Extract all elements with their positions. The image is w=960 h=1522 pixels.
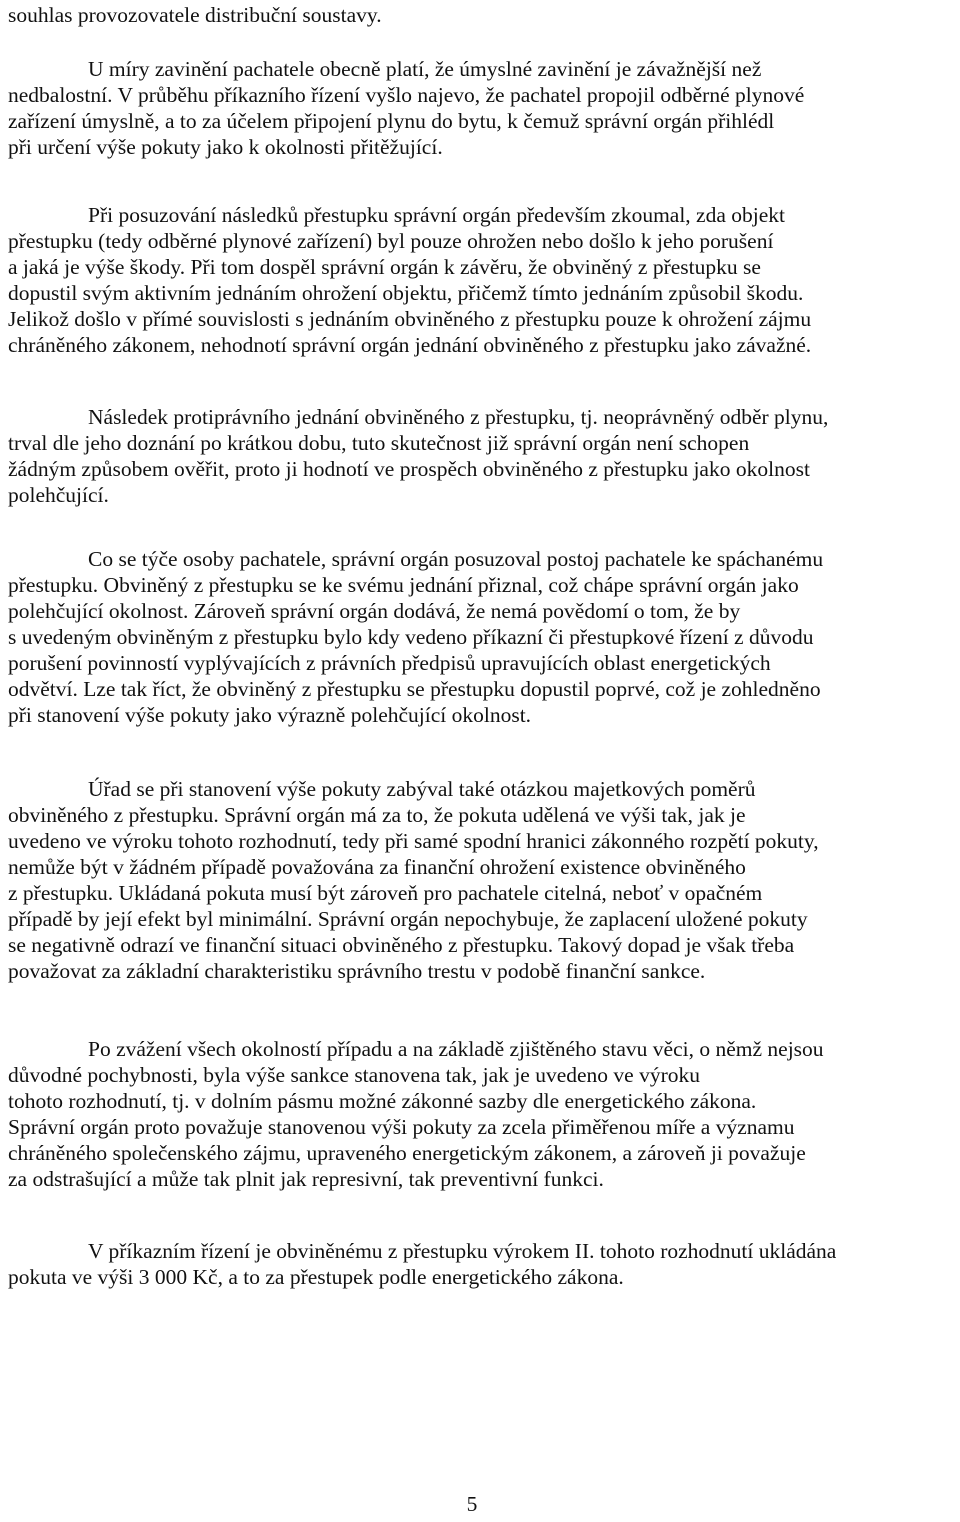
paragraph-5: [8, 776, 952, 984]
paragraph-line: V příkazním řízení je obviněnému z přestupku výrokem II. tohoto rozhodnutí ukládána: [88, 1239, 837, 1263]
paragraph-line: Jelikož došlo v přímé souvislosti s jednáním obviněného z přestupku pouze k ohrožení zájmu: [8, 307, 812, 331]
paragraph-line: považovat za základní charakteristiku správního trestu v podobě finanční sankce.: [8, 959, 706, 983]
paragraph-line: důvodné pochybnosti, byla výše sankce stanovena tak, jak je uvedeno ve výroku: [8, 1063, 700, 1087]
paragraph-line: a jaká je výše škody. Při tom dospěl správní orgán k závěru, že obviněný z přestupku se: [8, 255, 761, 279]
paragraph-line: při určení výše pokuty jako k okolnosti přitěžující.: [8, 135, 443, 159]
paragraph-line: U míry zavinění pachatele obecně platí, že úmyslné zavinění je závažnější než: [88, 57, 762, 81]
paragraph-line: trval dle jeho doznání po krátkou dobu, tuto skutečnost již správní orgán není schopen: [8, 431, 750, 455]
paragraph-line: z přestupku. Ukládaná pokuta musí být zároveň pro pachatele citelná, neboť v opačném: [8, 881, 763, 905]
paragraph-line: Úřad se při stanovení výše pokuty zabýval také otázkou majetkových poměrů: [88, 777, 756, 801]
paragraph-1: [8, 56, 952, 160]
paragraph-line: obviněného z přestupku. Správní orgán má za to, že pokuta udělená ve výši tak, jak je: [8, 803, 746, 827]
paragraph-line: za odstrašující a může tak plnit jak represivní, tak preventivní funkci.: [8, 1167, 604, 1191]
paragraph-line: polehčující.: [8, 483, 109, 507]
paragraph-line: přestupku (tedy odběrné plynové zařízení) byl pouze ohrožen nebo došlo k jeho porušení: [8, 229, 774, 253]
paragraph-7: [8, 1238, 952, 1290]
paragraph-2: [8, 202, 952, 358]
paragraph-line: přestupku. Obviněný z přestupku se ke svému jednání přiznal, což chápe správní orgán jako: [8, 573, 799, 597]
paragraph-3: [8, 404, 952, 508]
paragraph-line: s uvedeným obviněným z přestupku bylo kdy vedeno příkazní či přestupkové řízení z důvodu: [8, 625, 814, 649]
paragraph-0: [8, 2, 952, 28]
paragraph-line: nemůže být v žádném případě považována za finanční ohrožení existence obviněného: [8, 855, 746, 879]
paragraph-line: Následek protiprávního jednání obviněného z přestupku, tj. neoprávněný odběr plynu,: [88, 405, 829, 429]
paragraph-line: Správní orgán proto považuje stanovenou výši pokuty za zcela přiměřenou míře a významu: [8, 1115, 795, 1139]
page-number: 5: [466, 1492, 478, 1516]
paragraph-line: se negativně odrazí ve finanční situaci obviněného z přestupku. Takový dopad je však třeba: [8, 933, 795, 957]
paragraph-6: [8, 1036, 952, 1192]
paragraph-line: dopustil svým aktivním jednáním ohrožení objektu, přičemž tímto jednáním způsobil škodu.: [8, 281, 804, 305]
paragraph-line: uvedeno ve výroku tohoto rozhodnutí, tedy při samé spodní hranici zákonného rozpětí pokuty,: [8, 829, 819, 853]
paragraph-line: chráněného zákonem, nehodnotí správní orgán jednání obviněného z přestupku jako závažné.: [8, 333, 812, 357]
paragraph-line: chráněného společenského zájmu, upraveného energetickým zákonem, a zároveň ji považuje: [8, 1141, 806, 1165]
paragraph-line: při stanovení výše pokuty jako výrazně polehčující okolnost.: [8, 703, 532, 727]
paragraph-line: žádným způsobem ověřit, proto ji hodnotí ve prospěch obviněného z přestupku jako okolnost: [8, 457, 810, 481]
paragraph-line: porušení povinností vyplývajících z právních předpisů upravujících oblast energetických: [8, 651, 771, 675]
paragraph-line: tohoto rozhodnutí, tj. v dolním pásmu možné zákonné sazby dle energetického zákona.: [8, 1089, 757, 1113]
paragraph-line: pokuta ve výši 3 000 Kč, a to za přestupek podle energetického zákona.: [8, 1265, 624, 1289]
paragraph-line: případě by její efekt byl minimální. Správní orgán nepochybuje, že zaplacení uložené pokuty: [8, 907, 808, 931]
paragraph-line: souhlas provozovatele distribuční soustavy.: [8, 3, 382, 27]
paragraph-line: zařízení úmyslně, a to za účelem připojení plynu do bytu, k čemuž správní orgán přihlédl: [8, 109, 775, 133]
paragraph-line: Co se týče osoby pachatele, správní orgán posuzoval postoj pachatele ke spáchanému: [88, 547, 824, 571]
paragraph-line: Při posuzování následků přestupku správní orgán především zkoumal, zda objekt: [88, 203, 786, 227]
paragraph-line: Po zvážení všech okolností případu a na základě zjištěného stavu věci, o němž nejsou: [88, 1037, 824, 1061]
paragraph-line: nedbalostní. V průběhu příkazního řízení vyšlo najevo, že pachatel propojil odběrné plynové: [8, 83, 805, 107]
paragraph-line: odvětví. Lze tak říct, že obviněný z přestupku se přestupku dopustil poprvé, což je zohledněno: [8, 677, 821, 701]
paragraph-line: polehčující okolnost. Zároveň správní orgán dodává, že nemá povědomí o tom, že by: [8, 599, 741, 623]
paragraph-4: [8, 546, 952, 728]
